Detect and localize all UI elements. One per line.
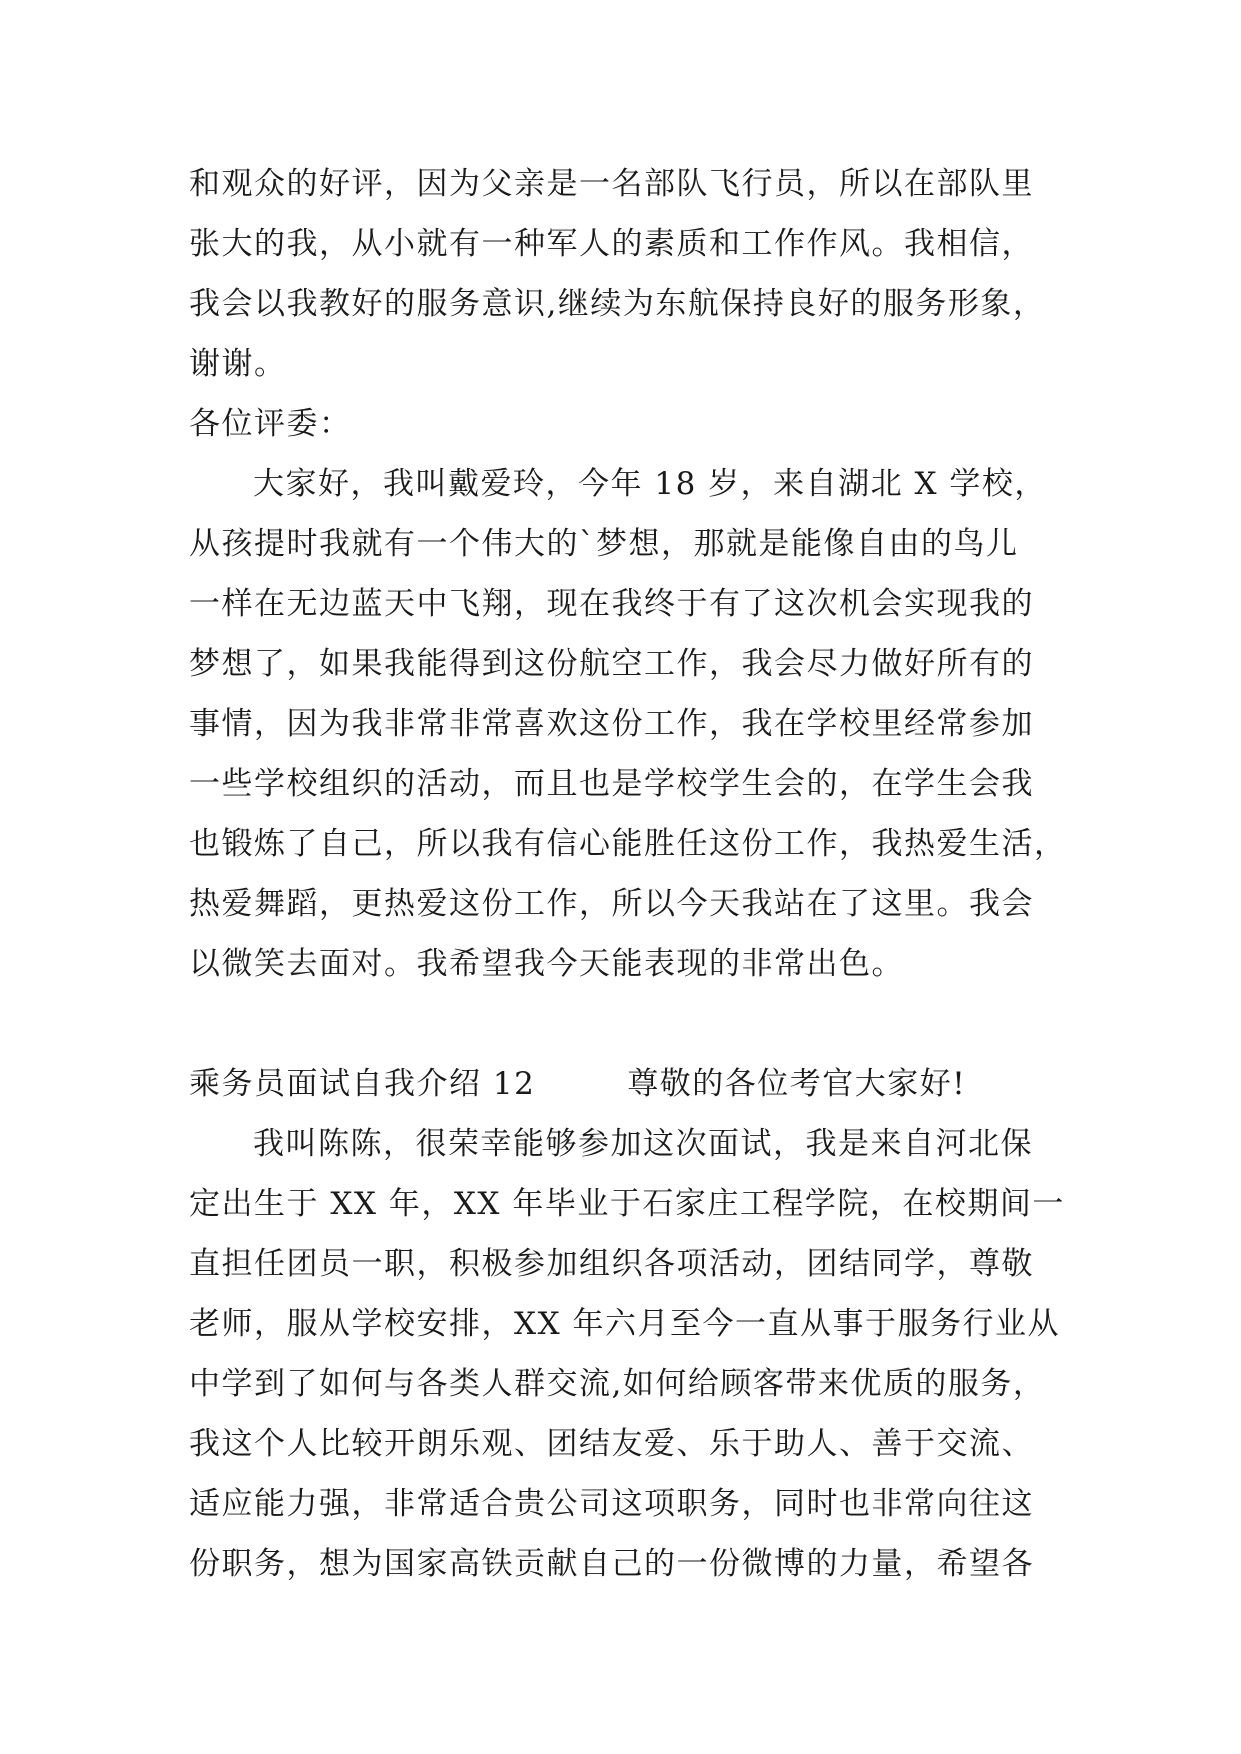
body-line: 从孩提时我就有一个伟大的`梦想，那就是能像自由的鸟儿 [189,526,1019,562]
section-title: 乘务员面试自我介绍 12 [189,1066,536,1102]
body-line: 中学到了如何与各类人群交流,如何给顾客带来优质的服务， [189,1366,1046,1402]
body-line: 也锻炼了自己，所以我有信心能胜任这份工作，我热爱生活， [189,826,1067,862]
body-line: 定出生于 XX 年，XX 年毕业于石家庄工程学院，在校期间一 [189,1186,1065,1222]
body-line: 份职务，想为国家高铁贡献自己的一份微博的力量，希望各 [189,1546,1034,1582]
salutation: 各位评委： [189,406,352,442]
body-line: 适应能力强，非常适合贵公司这项职务，同时也非常向往这 [189,1486,1034,1522]
section-greeting: 尊敬的各位考官大家好! [627,1066,967,1102]
body-line: 直担任团员一职，积极参加组织各项活动，团结同学，尊敬 [189,1246,1034,1282]
body-line: 老师，服从学校安排，XX 年六月至今一直从事于服务行业从 [189,1306,1060,1342]
section-heading-line [189,1058,966,1110]
body-line: 张大的我，从小就有一种军人的素质和工作作风。我相信， [189,226,1034,262]
paragraph-start-line: 大家好，我叫戴爱玲，今年 18 岁，来自湖北 X 学校， [253,466,1047,502]
body-line: 热爱舞蹈，更热爱这份工作，所以今天我站在了这里。我会 [189,886,1034,922]
body-line: 事情，因为我非常非常喜欢这份工作，我在学校里经常参加 [189,706,1034,742]
body-line: 梦想了，如果我能得到这份航空工作，我会尽力做好所有的 [189,646,1034,682]
body-line: 和观众的好评，因为父亲是一名部队飞行员，所以在部队里 [189,166,1034,202]
body-line: 我这个人比较开朗乐观、团结友爱、乐于助人、善于交流、 [189,1426,1034,1462]
body-line: 以微笑去面对。我希望我今天能表现的非常出色。 [189,946,904,982]
body-line: 一些学校组织的活动，而且也是学校学生会的，在学生会我 [189,766,1034,802]
body-line: 谢谢。 [189,346,287,382]
paragraph-start-line: 我叫陈陈，很荣幸能够参加这次面试，我是来自河北保 [253,1126,1033,1162]
body-line: 一样在无边蓝天中飞翔，现在我终于有了这次机会实现我的 [189,586,1034,622]
body-line: 我会以我教好的服务意识,继续为东航保持良好的服务形象， [189,286,1046,322]
